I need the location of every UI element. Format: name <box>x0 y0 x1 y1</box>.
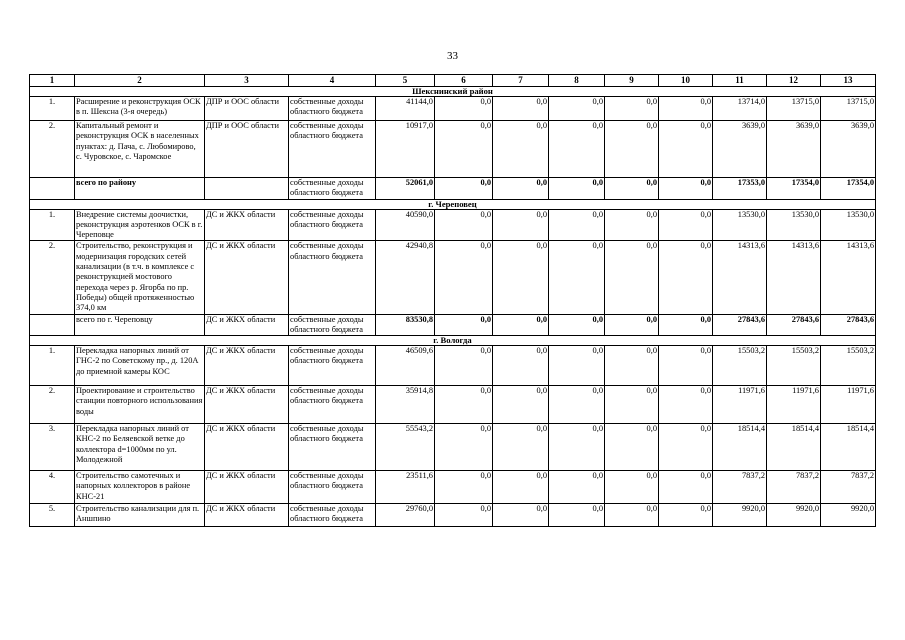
value-cell: 0,0 <box>493 386 549 424</box>
table-row <box>30 121 876 178</box>
measure-name: Проектирование и строительство станции повторного использования воды <box>75 386 205 424</box>
section-title-row <box>30 87 876 97</box>
value-cell: 0,0 <box>493 241 549 314</box>
value-cell: 0,0 <box>493 346 549 386</box>
value-cell: 7837,2 <box>821 471 876 504</box>
row-number: 2. <box>30 386 75 424</box>
value-cell: 0,0 <box>493 504 549 527</box>
total-label: всего по району <box>75 178 205 200</box>
total-row <box>30 178 876 200</box>
funding-source: собственные доходы областного бюджета <box>289 209 376 241</box>
measure-name: Строительство канализации для п. Аншпино <box>75 504 205 527</box>
value-cell: 0,0 <box>435 241 493 314</box>
header-cell: 2 <box>75 75 205 87</box>
value-cell: 0,0 <box>435 471 493 504</box>
value-cell: 0,0 <box>605 424 659 471</box>
value-cell: 0,0 <box>549 471 605 504</box>
executor: ДС и ЖКХ области <box>205 346 289 386</box>
measure-name: Расширение и реконструкция ОСК в п. Шексна (3-я очередь) <box>75 97 205 121</box>
funding-source: собственные доходы областного бюджета <box>289 97 376 121</box>
row-number: 4. <box>30 471 75 504</box>
value-cell: 0,0 <box>493 471 549 504</box>
value-cell: 42940,8 <box>376 241 435 314</box>
total-value-cell: 52061,0 <box>376 178 435 200</box>
row-number: 5. <box>30 504 75 527</box>
value-cell: 14313,6 <box>767 241 821 314</box>
value-cell: 0,0 <box>659 424 713 471</box>
value-cell: 13715,0 <box>767 97 821 121</box>
page-number: 33 <box>447 50 458 62</box>
funding-source: собственные доходы областного бюджета <box>289 386 376 424</box>
value-cell: 0,0 <box>493 424 549 471</box>
value-cell: 11971,6 <box>767 386 821 424</box>
header-cell: 1 <box>30 75 75 87</box>
total-value-cell: 0,0 <box>493 314 549 336</box>
value-cell: 0,0 <box>549 346 605 386</box>
table-row <box>30 241 876 314</box>
value-cell: 0,0 <box>435 121 493 178</box>
table-row <box>30 471 876 504</box>
header-cell: 5 <box>376 75 435 87</box>
funding-source: собственные доходы областного бюджета <box>289 314 376 336</box>
value-cell: 0,0 <box>605 346 659 386</box>
section-title-row <box>30 199 876 209</box>
executor: ДС и ЖКХ области <box>205 386 289 424</box>
row-number: 2. <box>30 121 75 178</box>
table-row <box>30 346 876 386</box>
value-cell: 18514,4 <box>821 424 876 471</box>
measure-name: Перекладка напорных линий от ГНС-2 по Советскому пр., д. 120А до приемной камеры КОС <box>75 346 205 386</box>
value-cell: 0,0 <box>605 386 659 424</box>
value-cell: 9920,0 <box>713 504 767 527</box>
header-cell: 11 <box>713 75 767 87</box>
header-row <box>30 75 876 87</box>
total-value-cell: 0,0 <box>605 314 659 336</box>
value-cell: 0,0 <box>605 471 659 504</box>
measure-name: Строительство, реконструкция и модернизация городских сетей канализации (в т.ч. в комплексе с реконструкцией мостового перехода через р. Ягорба по пр. Победы) общей протяженностью 374,0 км <box>75 241 205 314</box>
value-cell: 0,0 <box>435 209 493 241</box>
value-cell: 0,0 <box>659 121 713 178</box>
total-value-cell: 17353,0 <box>713 178 767 200</box>
value-cell: 15503,2 <box>713 346 767 386</box>
value-cell: 3639,0 <box>713 121 767 178</box>
value-cell: 13714,0 <box>713 97 767 121</box>
value-cell: 0,0 <box>435 424 493 471</box>
section-title: г. Вологда <box>30 336 876 346</box>
value-cell: 0,0 <box>549 97 605 121</box>
value-cell: 11971,6 <box>821 386 876 424</box>
value-cell: 0,0 <box>435 346 493 386</box>
row-number: 2. <box>30 241 75 314</box>
table-row <box>30 386 876 424</box>
value-cell: 10917,0 <box>376 121 435 178</box>
value-cell: 55543,2 <box>376 424 435 471</box>
value-cell: 15503,2 <box>767 346 821 386</box>
total-value-cell: 17354,0 <box>821 178 876 200</box>
total-value-cell: 0,0 <box>493 178 549 200</box>
measure-name: Внедрение системы доочистки, реконструкция аэротенков ОСК в г. Череповце <box>75 209 205 241</box>
total-value-cell: 27843,6 <box>821 314 876 336</box>
value-cell: 0,0 <box>435 386 493 424</box>
value-cell: 0,0 <box>605 121 659 178</box>
value-cell: 0,0 <box>659 471 713 504</box>
section-title: Шекснинский район <box>30 87 876 97</box>
value-cell: 14313,6 <box>821 241 876 314</box>
measure-name: Капитальный ремонт и реконструкция ОСК в населенных пунктах: д. Пача, с. Любомирово, с. Чуровское, с. Чаромское <box>75 121 205 178</box>
value-cell: 0,0 <box>549 386 605 424</box>
value-cell: 0,0 <box>605 97 659 121</box>
funding-source: собственные доходы областного бюджета <box>289 121 376 178</box>
total-value-cell: 0,0 <box>605 178 659 200</box>
value-cell: 9920,0 <box>821 504 876 527</box>
value-cell: 0,0 <box>493 121 549 178</box>
total-value-cell: 27843,6 <box>767 314 821 336</box>
header-cell: 10 <box>659 75 713 87</box>
executor: ДС и ЖКХ области <box>205 209 289 241</box>
value-cell: 0,0 <box>549 209 605 241</box>
header-cell: 13 <box>821 75 876 87</box>
section-title: г. Череповец <box>30 199 876 209</box>
measure-name: Строительство самотечных и напорных коллекторов в районе КНС-21 <box>75 471 205 504</box>
funding-source: собственные доходы областного бюджета <box>289 471 376 504</box>
executor <box>205 178 289 200</box>
value-cell: 3639,0 <box>821 121 876 178</box>
funding-source: собственные доходы областного бюджета <box>289 424 376 471</box>
value-cell: 14313,6 <box>713 241 767 314</box>
executor: ДПР и ООС области <box>205 121 289 178</box>
value-cell: 18514,4 <box>767 424 821 471</box>
row-number <box>30 178 75 200</box>
total-value-cell: 0,0 <box>549 178 605 200</box>
value-cell: 0,0 <box>659 241 713 314</box>
header-cell: 6 <box>435 75 493 87</box>
header-cell: 8 <box>549 75 605 87</box>
value-cell: 13715,0 <box>821 97 876 121</box>
total-value-cell: 0,0 <box>659 314 713 336</box>
total-row <box>30 314 876 336</box>
total-value-cell: 83530,8 <box>376 314 435 336</box>
value-cell: 35914,8 <box>376 386 435 424</box>
value-cell: 0,0 <box>605 209 659 241</box>
total-value-cell: 0,0 <box>549 314 605 336</box>
value-cell: 0,0 <box>549 121 605 178</box>
header-cell: 3 <box>205 75 289 87</box>
row-number: 1. <box>30 346 75 386</box>
table-body <box>30 75 876 527</box>
funding-source: собственные доходы областного бюджета <box>289 504 376 527</box>
row-number: 3. <box>30 424 75 471</box>
table-row <box>30 97 876 121</box>
value-cell: 7837,2 <box>713 471 767 504</box>
funding-source: собственные доходы областного бюджета <box>289 178 376 200</box>
value-cell: 0,0 <box>435 504 493 527</box>
total-value-cell: 0,0 <box>435 178 493 200</box>
section-title-row <box>30 336 876 346</box>
value-cell: 40590,0 <box>376 209 435 241</box>
value-cell: 29760,0 <box>376 504 435 527</box>
executor: ДС и ЖКХ области <box>205 314 289 336</box>
value-cell: 9920,0 <box>767 504 821 527</box>
value-cell: 15503,2 <box>821 346 876 386</box>
value-cell: 13530,0 <box>821 209 876 241</box>
header-cell: 7 <box>493 75 549 87</box>
value-cell: 41144,0 <box>376 97 435 121</box>
table-row <box>30 209 876 241</box>
value-cell: 0,0 <box>605 504 659 527</box>
value-cell: 7837,2 <box>767 471 821 504</box>
value-cell: 13530,0 <box>767 209 821 241</box>
total-label: всего по г. Череповцу <box>75 314 205 336</box>
funding-source: собственные доходы областного бюджета <box>289 346 376 386</box>
value-cell: 11971,6 <box>713 386 767 424</box>
value-cell: 3639,0 <box>767 121 821 178</box>
value-cell: 13530,0 <box>713 209 767 241</box>
total-value-cell: 0,0 <box>435 314 493 336</box>
executor: ДС и ЖКХ области <box>205 471 289 504</box>
value-cell: 46509,6 <box>376 346 435 386</box>
executor: ДПР и ООС области <box>205 97 289 121</box>
header-cell: 9 <box>605 75 659 87</box>
total-value-cell: 17354,0 <box>767 178 821 200</box>
measure-name: Перекладка напорных линий от КНС-2 по Беляевской ветке до коллектора d=1000мм по ул. Молодежной <box>75 424 205 471</box>
executor: ДС и ЖКХ области <box>205 241 289 314</box>
budget-table <box>29 74 876 527</box>
value-cell: 0,0 <box>549 241 605 314</box>
header-cell: 12 <box>767 75 821 87</box>
header-cell: 4 <box>289 75 376 87</box>
value-cell: 0,0 <box>493 97 549 121</box>
row-number <box>30 314 75 336</box>
value-cell: 0,0 <box>435 97 493 121</box>
total-value-cell: 0,0 <box>659 178 713 200</box>
executor: ДС и ЖКХ области <box>205 424 289 471</box>
value-cell: 0,0 <box>659 386 713 424</box>
value-cell: 0,0 <box>659 97 713 121</box>
row-number: 1. <box>30 209 75 241</box>
value-cell: 23511,6 <box>376 471 435 504</box>
value-cell: 0,0 <box>549 424 605 471</box>
executor: ДС и ЖКХ области <box>205 504 289 527</box>
value-cell: 0,0 <box>659 209 713 241</box>
funding-source: собственные доходы областного бюджета <box>289 241 376 314</box>
value-cell: 0,0 <box>659 504 713 527</box>
value-cell: 0,0 <box>605 241 659 314</box>
value-cell: 0,0 <box>549 504 605 527</box>
table-row <box>30 504 876 527</box>
value-cell: 18514,4 <box>713 424 767 471</box>
total-value-cell: 27843,6 <box>713 314 767 336</box>
row-number: 1. <box>30 97 75 121</box>
value-cell: 0,0 <box>659 346 713 386</box>
table-row <box>30 424 876 471</box>
value-cell: 0,0 <box>493 209 549 241</box>
